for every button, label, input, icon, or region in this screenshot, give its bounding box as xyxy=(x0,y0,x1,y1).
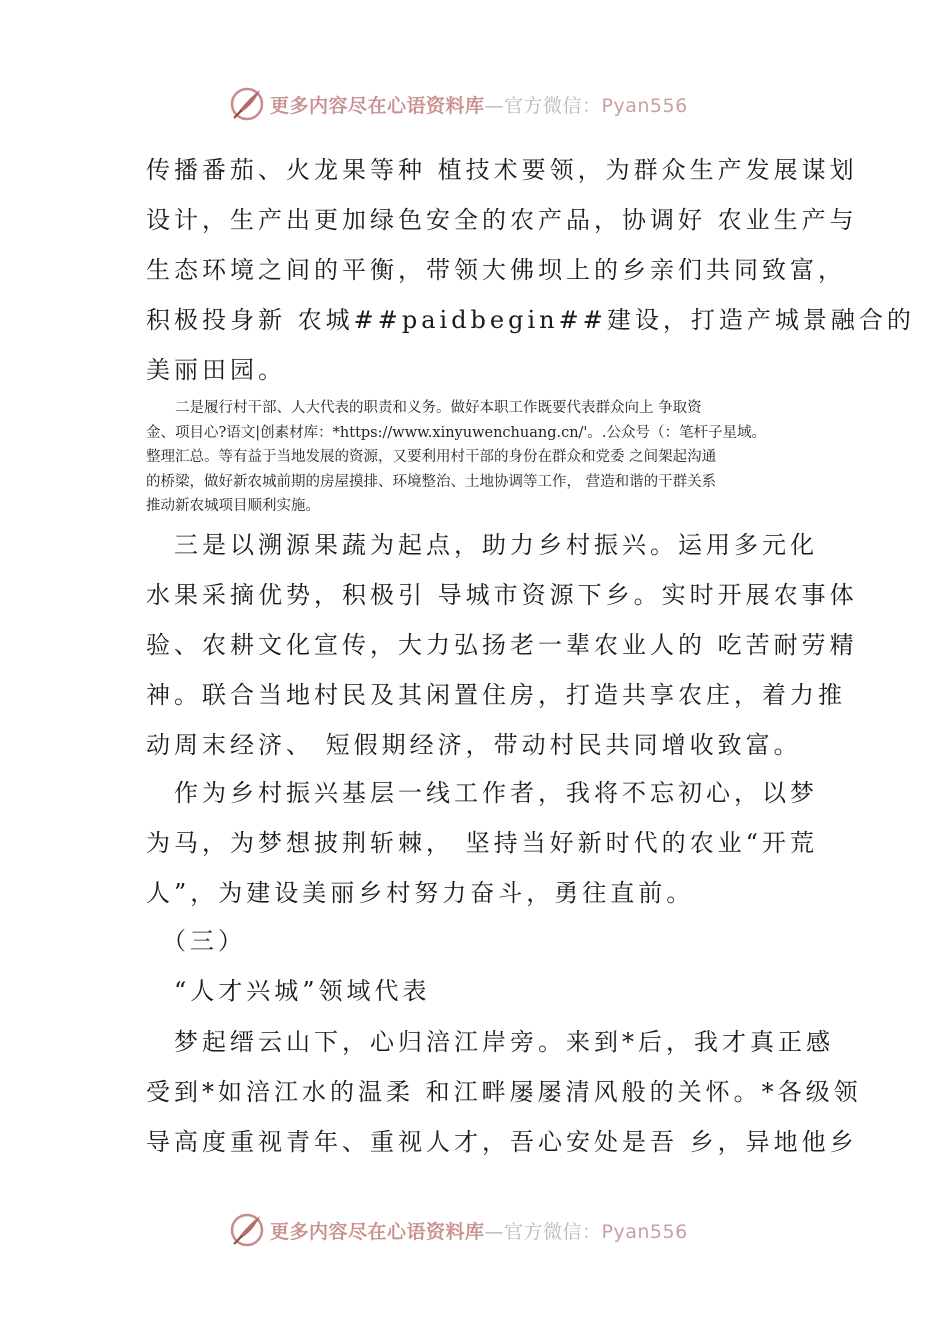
header-banner xyxy=(228,84,688,124)
paragraph-5-line: 导高度重视青年、重视人才，吾心安处是吾 乡，异地他乡 xyxy=(146,1128,858,1156)
paragraph-5-line: 梦起缙云山下，心归涪江岸旁。来到*后，我才真正感 xyxy=(146,1028,834,1056)
paragraph-2-line: 金、项目心?语文|创素材库：*https://www.xinyuwenchuang.cn/'。.公众号（：笔杆子星域。 xyxy=(146,424,767,441)
paragraph-4-line: 为马，为梦想披荆斩棘， 坚持当好新时代的农业“开荒 xyxy=(146,829,818,857)
section-title: “人才兴城”领域代表 xyxy=(146,977,431,1005)
paragraph-1-line: 生态环境之间的平衡，带领大佛坝上的乡亲们共同致富， xyxy=(146,256,846,284)
footer-banner xyxy=(228,1210,688,1250)
paragraph-2-line: 推动新农城项目顺利实施。 xyxy=(146,498,320,514)
footer-banner-text xyxy=(270,1217,688,1244)
header-separator: — xyxy=(484,94,505,117)
header-contact-label: 官方微信： xyxy=(504,94,602,117)
paragraph-1-line: 设计，生产出更加绿色安全的农产品，协调好 农业生产与 xyxy=(146,206,858,234)
paragraph-3-line: 水果采摘优势，积极引 导城市资源下乡。实时开展农事体 xyxy=(146,581,858,609)
paragraph-1-line: 积极投身新 农城##paidbegin##建设，打造产城景融合的 xyxy=(146,306,915,334)
paragraph-3-line: 动周末经济、 短假期经济，带动村民共同增收致富。 xyxy=(146,731,802,759)
paragraph-3-line: 验、农耕文化宣传，大力弘扬老一辈农业人的 吃苦耐劳精 xyxy=(146,631,858,659)
paragraph-3-line: 三是以溯源果蔬为起点，助力乡村振兴。运用多元化 xyxy=(146,531,818,559)
header-banner-text xyxy=(270,91,688,118)
paragraph-2 xyxy=(146,396,816,519)
section-heading xyxy=(146,916,816,1016)
paragraph-1-line: 传播番茄、火龙果等种 植技术要领，为群众生产发展谋划 xyxy=(146,156,858,184)
quill-logo-icon xyxy=(228,1211,266,1249)
paragraph-5 xyxy=(146,1017,862,1167)
paragraph-4 xyxy=(146,768,816,918)
paragraph-1 xyxy=(146,145,915,395)
paragraph-2-line: 二是履行村干部、人大代表的职责和义务。做好本职工作既要代表群众向上 争取资 xyxy=(146,400,702,416)
paragraph-5-line: 受到*如涪江水的温柔 和江畔屡屡清风般的关怀。*各级领 xyxy=(146,1078,862,1106)
footer-brand: 更多内容尽在心语资料库 xyxy=(270,1220,485,1243)
paragraph-2-line: 的桥梁，做好新农城前期的房屋摸排、环境整治、土地协调等工作， 营造和谐的干群关系 xyxy=(146,473,717,490)
paragraph-3-line: 神。联合当地村民及其闲置住房，打造共享农庄，着力推 xyxy=(146,681,846,709)
footer-wechat-id: Pyan556 xyxy=(601,1220,688,1243)
quill-logo-icon xyxy=(228,85,266,123)
paragraph-1-line: 美丽田园。 xyxy=(146,356,286,384)
paragraph-2-line: 整理汇总。等有益于当地发展的资源，又要利用村干部的身份在群众和党委 之间架起沟通 xyxy=(146,449,717,465)
paragraph-3 xyxy=(146,520,858,770)
footer-contact-label: 官方微信： xyxy=(504,1220,602,1243)
header-brand: 更多内容尽在心语资料库 xyxy=(270,94,485,117)
header-wechat-id: Pyan556 xyxy=(601,94,688,117)
paragraph-4-line: 人”，为建设美丽乡村努力奋斗，勇往直前。 xyxy=(146,879,695,907)
section-number: （三） xyxy=(146,927,246,955)
paragraph-4-line: 作为乡村振兴基层一线工作者，我将不忘初心，以梦 xyxy=(146,779,818,807)
footer-separator: — xyxy=(484,1220,505,1243)
